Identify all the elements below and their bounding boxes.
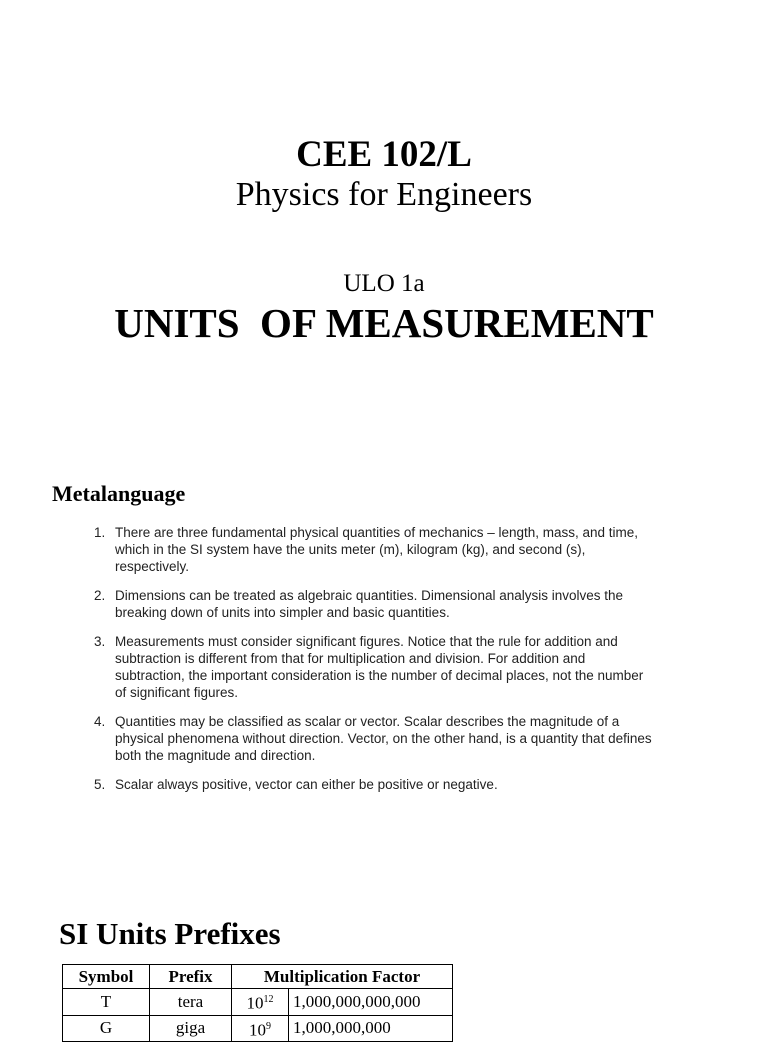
si-prefixes-heading: SI Units Prefixes	[59, 916, 281, 951]
item-number: 5.	[94, 777, 106, 792]
power-exponent: 12	[263, 994, 274, 1005]
prefix-cell: tera	[150, 989, 232, 1016]
column-header-symbol: Symbol	[63, 965, 150, 989]
item-text: There are three fundamental physical quantities of mechanics – length, mass, and time, which in the SI system have the units meter (m), kilogram (kg), and second (s), respectively.	[115, 525, 639, 574]
item-number: 1.	[94, 525, 106, 540]
metalanguage-list	[94, 524, 654, 805]
item-text: Quantities may be classified as scalar or vector. Scalar describes the magnitude of a physical phenomena without direction. Vector, on the other hand, is a quantity that defines both the magnitude and direction.	[115, 714, 652, 763]
course-code: CEE 102/L	[296, 134, 472, 175]
item-text: Measurements must consider significant figures. Notice that the rule for addition and subtraction is different from that for multiplication and division. For addition and subtraction, the important consideration is the number of decimal places, not the number of significant figures.	[115, 634, 644, 700]
item-text: Dimensions can be treated as algebraic quantities. Dimensional analysis involves the breaking down of units into simpler and basic quantities.	[115, 588, 624, 620]
value-cell: 1,000,000,000,000	[289, 989, 453, 1016]
item-number: 4.	[94, 714, 106, 729]
table-row	[63, 989, 453, 1016]
value-cell: 1,000,000,000	[289, 1015, 453, 1042]
item-number: 3.	[94, 634, 106, 649]
symbol-cell: G	[63, 1015, 150, 1042]
course-title: Physics for Engineers	[235, 176, 533, 213]
item-text: Scalar always positive, vector can either be positive or negative.	[115, 777, 498, 792]
metalanguage-item	[94, 524, 654, 575]
metalanguage-heading: Metalanguage	[52, 481, 186, 506]
prefix-cell: giga	[150, 1015, 232, 1042]
power-exponent: 9	[266, 1020, 271, 1032]
table-header-row	[63, 965, 453, 989]
power-cell	[232, 1015, 289, 1042]
unit-title: UNITS OF MEASUREMENT	[114, 300, 654, 346]
symbol-cell: T	[63, 989, 150, 1016]
si-prefixes-table	[62, 964, 453, 1042]
metalanguage-item	[94, 587, 654, 621]
table-row	[63, 1015, 453, 1042]
metalanguage-item	[94, 713, 654, 764]
power-base: 10	[246, 993, 264, 1013]
metalanguage-item	[94, 776, 654, 793]
column-header-prefix: Prefix	[150, 965, 232, 989]
power-cell	[232, 989, 289, 1016]
item-number: 2.	[94, 588, 106, 603]
column-header-multiplication-factor: Multiplication Factor	[232, 965, 453, 989]
metalanguage-item	[94, 633, 654, 701]
power-base: 10	[249, 1020, 266, 1040]
ulo-label: ULO 1a	[343, 270, 425, 297]
